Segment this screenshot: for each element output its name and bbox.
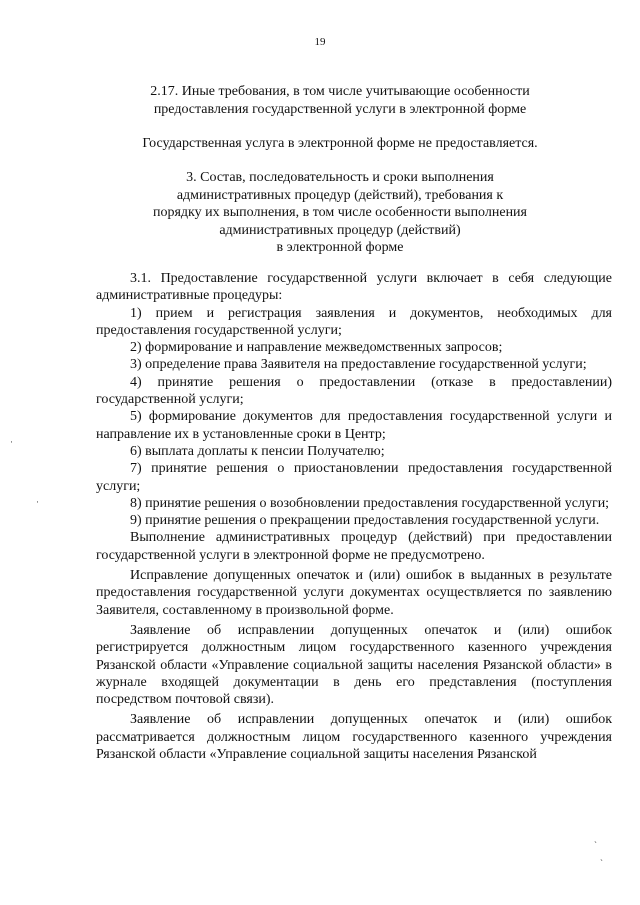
list-item: 5) формирование документов для предоставления государственной услуги и направление их в установленные сроки в Центр;: [96, 409, 612, 442]
paragraph: Заявление об исправлении допущенных опечаток и (или) ошибок рассматривается должностным лицом государственного казенного учреждения Рязанской области «Управление социальной защиты населения Рязанской: [96, 712, 612, 763]
list-item: 8) принятие решения о возобновлении предоставления государственной услуги;: [130, 495, 610, 511]
scan-speck: ·: [10, 437, 13, 447]
section-3-heading: [60, 169, 620, 257]
heading-line: 3. Состав, последовательность и сроки выполнения: [186, 170, 494, 185]
scan-speck: ˋ: [594, 840, 597, 850]
list-item: 1) прием и регистрация заявления и документов, необходимых для предоставления государственной услуги;: [96, 305, 612, 338]
list-item: 9) принятие решения о прекращении предоставления государственной услуги.: [130, 513, 600, 529]
paragraph: Выполнение административных процедур (действий) при предоставлении государственной услуги в электронной форме не предусмотрено.: [96, 530, 612, 563]
paragraph: Заявление об исправлении допущенных опечаток и (или) ошибок регистрируется должностным лицом государственного казенного учреждения Рязанской области «Управление социальной защиты населения Рязанской области» в журнале входящей документации в день его представления (поступления посредством почтовой связи).: [96, 622, 612, 708]
list-item: 4) принятие решения о предоставлении (отказе в предоставлении) государственной услуги;: [96, 374, 612, 408]
list-item: 2) формирование и направление межведомственных запросов;: [130, 340, 503, 356]
heading-line: административных процедур (действий): [219, 222, 461, 238]
list-item: 6) выплата доплаты к пенсии Получателю;: [130, 443, 385, 459]
heading-line: административных процедур (действий), требования к: [176, 187, 504, 203]
no-electronic-form-note: Государственная услуга в электронной форме не предоставляется.: [142, 136, 538, 151]
heading-line: в электронной форме: [276, 240, 404, 255]
list-item: 7) принятие решения о приостановлении предоставления государственной услуги;: [96, 461, 612, 494]
heading-line: 2.17. Иные требования, в том числе учитывающие особенности: [150, 84, 530, 99]
page-number: 19: [314, 36, 326, 48]
list-item: 3) определение права Заявителя на предоставление государственной услуги;: [130, 357, 587, 373]
paragraph-3-1: 3.1. Предоставление государственной услуги включает в себя следующие административные процедуры:: [96, 271, 612, 304]
section-2-17-heading: [60, 83, 620, 118]
scan-speck: ·: [36, 497, 39, 507]
scan-speck: ˎ: [600, 851, 603, 861]
paragraph: Исправление допущенных опечаток и (или) ошибок в выданных в результате предоставления государственной услуги документах осуществляется по заявлению Заявителя, составленному в произвольной форме.: [96, 568, 612, 618]
heading-line: порядку их выполнения, в том числе особенности выполнения: [153, 205, 527, 220]
body-text: [96, 270, 612, 763]
heading-line: предоставления государственной услуги в электронной форме: [153, 101, 527, 117]
